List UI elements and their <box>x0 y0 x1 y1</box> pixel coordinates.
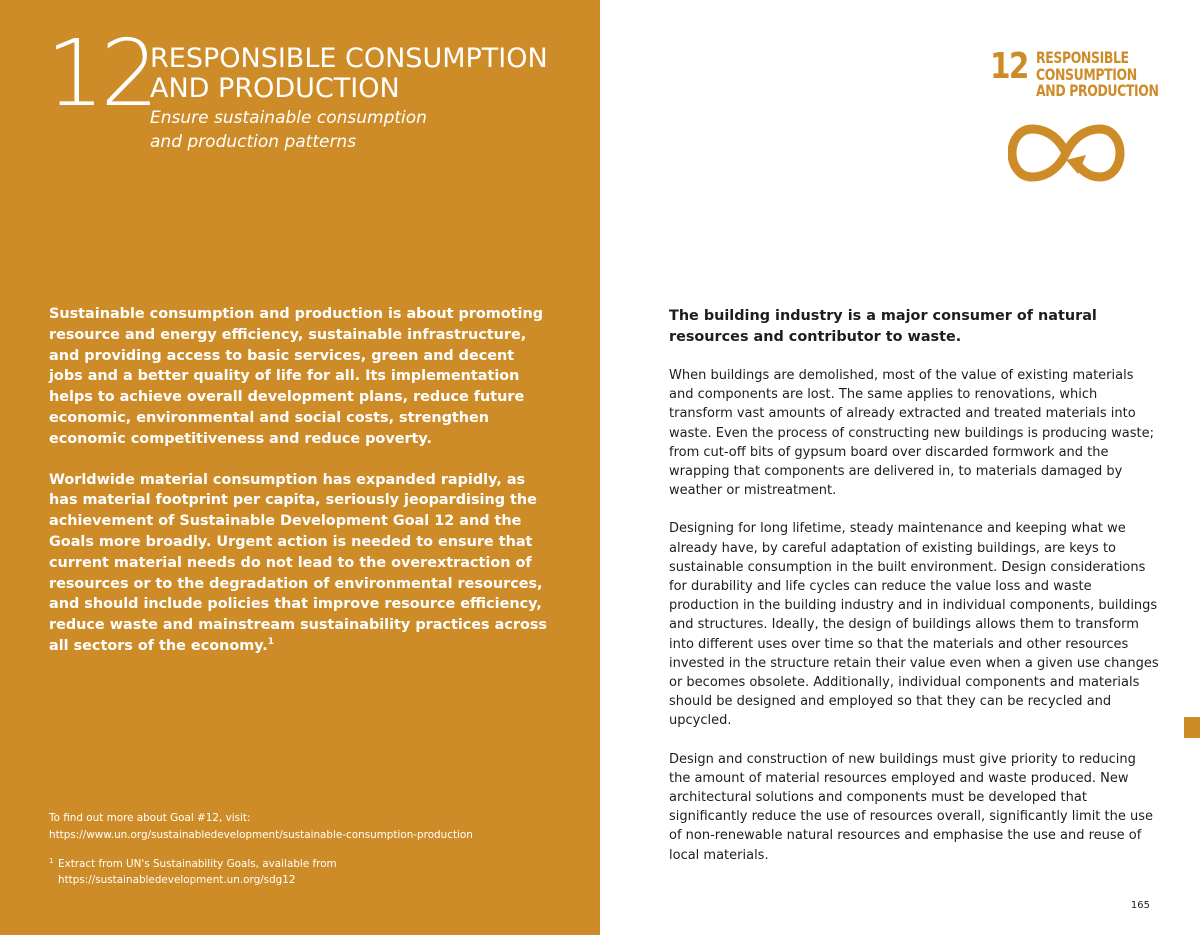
goal-title-line1: RESPONSIBLE CONSUMPTION <box>150 43 548 74</box>
logo-line1: RESPONSIBLE <box>1036 48 1129 67</box>
visit-link[interactable]: https://www.un.org/sustainabledevelopment/sustainable-consumption-production <box>49 829 473 841</box>
footnote <box>49 856 589 888</box>
goal-subtitle-line2: and production patterns <box>150 132 357 152</box>
sdg-12-logo <box>990 48 1160 198</box>
footnote-reference: 1 <box>267 637 275 648</box>
visit-info <box>49 810 589 844</box>
section-body <box>669 366 1159 884</box>
logo-line2: CONSUMPTION <box>1036 64 1137 84</box>
page-number: 165 <box>1130 900 1150 911</box>
goal-subtitle-line1: Ensure sustainable consumption <box>150 108 427 128</box>
footnote-mark: 1 <box>49 857 54 865</box>
footnote-link[interactable]: https://sustainabledevelopment.un.org/sdg12 <box>58 874 296 886</box>
logo-text <box>1036 50 1159 100</box>
goal-subtitle <box>150 106 530 154</box>
body-paragraph-1: When buildings are demolished, most of the value of existing materials and components are lost. The same applies to renovations, which transform vast amounts of already extracted and treated materials into waste. Even the process of constructing new buildings is producing waste; from cut-off bits of gypsum board over discarded formwork and the wrapping that components are delivered in, to materials damaged by weather or mistreatment. <box>669 368 1154 499</box>
goal-paragraph-2 <box>49 470 549 657</box>
body-paragraph-2: Designing for long lifetime, steady maintenance and keeping what we already have, by careful adaptation of existing buildings, are keys to sustainable consumption in the built environment. Design considerations for durability and life cycles can reduce the value loss and waste production in the building industry and in individual components, buildings and structures. Ideally, the design of buildings allows them to transform into different uses over time so that the materials and other resources invested in the structure retain their value even when a given use changes or becomes obsolete. Additionally, individual components and materials should be designed and employed so that they can be recycled and upcycled. <box>669 521 1159 729</box>
goal-title <box>150 44 570 104</box>
section-heading: The building industry is a major consumer of natural resources and contributor to waste. <box>669 308 1097 345</box>
footnote-text: Extract from UN's Sustainability Goals, available from <box>58 858 337 870</box>
chapter-tab-marker <box>1184 717 1200 738</box>
logo-line3: AND PRODUCTION <box>1036 81 1159 100</box>
logo-number: 12 <box>990 46 1028 87</box>
goal-paragraph-1: Sustainable consumption and production is about promoting resource and energy efficiency, sustainable infrastructure, and providing access to basic services, green and decent jobs and a better quality of life for all. Its implementation helps to achieve overall development plans, reduce future economic, environmental and social costs, strengthen economic competitiveness and reduce poverty. <box>49 306 544 447</box>
goal-description <box>49 304 549 677</box>
goal-title-line2: AND PRODUCTION <box>150 73 400 104</box>
visit-label: To find out more about Goal #12, visit: <box>49 812 251 824</box>
goal-paragraph-2-text: Worldwide material consumption has expanded rapidly, as has material footprint per capita, seriously jeopardising the achievement of Sustainable Development Goal 12 and the Goals more broadly. Urgent action is needed to ensure that current material needs do not lead to the overextraction of resources or to the degradation of environmental resources, and should include policies that improve resource efficiency, reduce waste and mainstream sustainability practices across all sectors of the economy. <box>49 471 547 654</box>
body-paragraph-3: Design and construction of new buildings must give priority to reducing the amount of material resources employed and waste produced. New architectural solutions and components must be developed that significantly reduce the use of resources overall, significantly limit the use of non-renewable natural resources and emphasise the use and reuse of local materials. <box>669 751 1154 863</box>
infinity-loop-arrow-icon <box>1008 122 1126 184</box>
goal-number: 12 <box>46 20 156 127</box>
